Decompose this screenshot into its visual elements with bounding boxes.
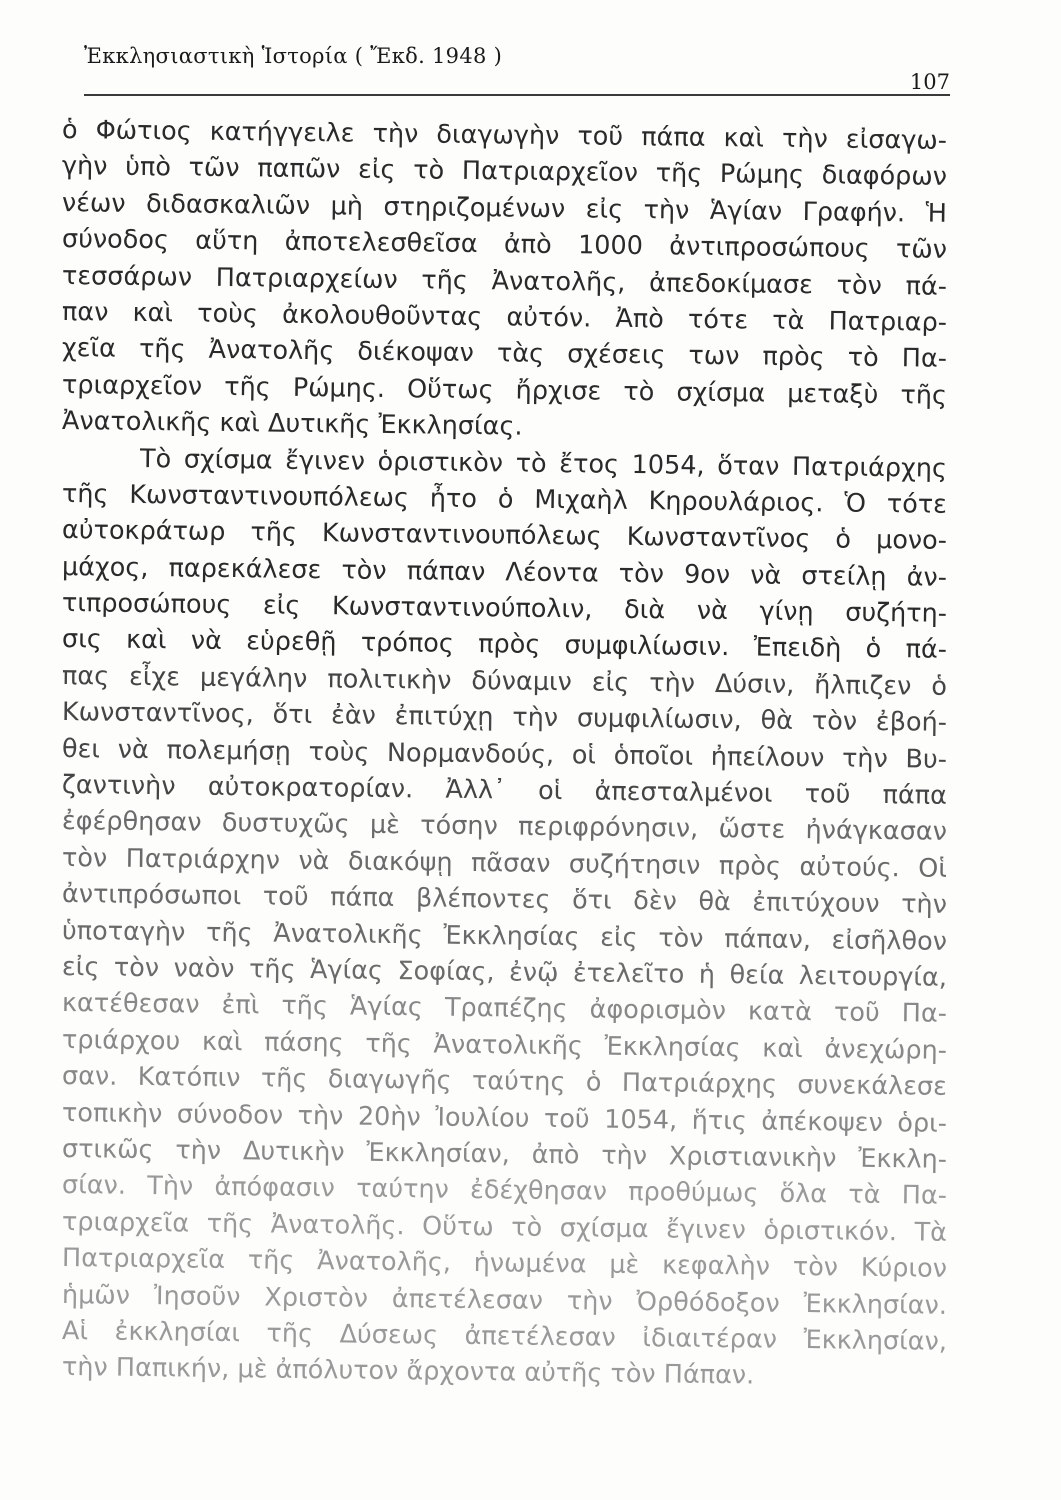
text-line: τὸν Πατριάρχην νὰ διακόψῃ πᾶσαν συζήτησιν πρὸς αὐτούς. Οἱ (61, 842, 948, 884)
text-line: σίαν. Τὴν ἀπόφασιν ταύτην ἐδέχθησαν προθύμως ὅλα τὰ Πα- (61, 1170, 948, 1212)
text-line: Αἱ ἐκκλησίαι τῆς Δύσεως ἀπετέλεσαν ἰδιαιτέραν Ἐκκλησίαν, (61, 1315, 948, 1357)
text-line: ὑποταγὴν τῆς Ἀνατολικῆς Ἐκκλησίας εἰς τὸν πάπαν, εἰσῆλθον (61, 915, 948, 957)
page-header (84, 44, 950, 100)
text-line: σύνοδος αὕτη ἀποτελεσθεῖσα ἀπὸ 1000 ἀντιπροσώπους τῶν (61, 224, 948, 265)
text-line: σις καὶ νὰ εὑρεθῇ τρόπος πρὸς συμφιλίωσιν. Ἐπειδὴ ὁ πά- (61, 624, 948, 666)
text-line: παν καὶ τοὺς ἀκολουθοῦντας αὐτόν. Ἀπὸ τότε τὰ Πατριαρ- (61, 296, 948, 338)
text-line: τιπροσώπους εἰς Κωνσταντινούπολιν, διὰ νὰ γίνῃ συζήτη- (61, 588, 948, 629)
text-line: τοπικὴν σύνοδον τὴν 20ὴν Ἰουλίου τοῦ 1054, ἥτις ἀπέκοψεν ὁρι- (61, 1097, 948, 1139)
text-line: τριαρχεῖα τῆς Ἀνατολῆς. Οὕτω τὸ σχίσμα ἔγινεν ὁριστικόν. Τὰ (61, 1206, 948, 1248)
text-line: ἡμῶν Ἰησοῦν Χριστὸν ἀπετέλεσαν τὴν Ὀρθόδοξον Ἐκκλησίαν. (61, 1279, 948, 1321)
text-line: ὁ Φώτιος κατήγγειλε τὴν διαγωγὴν τοῦ πάπα καὶ τὴν εἰσαγω- (61, 115, 948, 156)
text-line: μάχος, παρεκάλεσε τὸν πάπαν Λέοντα τὸν 9ον νὰ στείλῃ ἀν- (61, 551, 948, 593)
text-line: τεσσάρων Πατριαρχείων τῆς Ἀνατολῆς, ἀπεδοκίμασε τὸν πά- (61, 260, 948, 302)
text-line: στικῶς τὴν Δυτικὴν Ἐκκλησίαν, ἀπὸ τὴν Χριστιανικὴν Ἐκκλη- (61, 1133, 948, 1175)
text-line: εἰς τὸν ναὸν τῆς Ἁγίας Σοφίας, ἐνῷ ἐτελεῖτο ἡ θεία λειτουργία, (61, 951, 948, 993)
text-line: γὴν ὑπὸ τῶν παπῶν εἰς τὸ Πατριαρχεῖον τῆς Ρώμης διαφόρων (61, 151, 948, 193)
text-line: νέων διδασκαλιῶν μὴ στηριζομένων εἰς τὴν Ἁγίαν Γραφήν. Ἡ (61, 187, 948, 229)
text-line: αὐτοκράτωρ τῆς Κωνσταντινουπόλεως Κωνσταντῖνος ὁ μονο- (61, 515, 948, 557)
text-line: θει νὰ πολεμήσῃ τοὺς Νορμανδούς, οἱ ὁποῖοι ἠπείλουν τὴν Βυ- (61, 733, 948, 775)
page-number: 107 (909, 70, 950, 94)
text-line: χεῖα τῆς Ἀνατολῆς διέκοψαν τὰς σχέσεις των πρὸς τὸ Πα- (61, 333, 948, 375)
text-line: ζαντινὴν αὐτοκρατορίαν. Ἀλλ᾽ οἱ ἀπεσταλμένοι τοῦ πάπα (61, 770, 948, 811)
header-rule (84, 94, 950, 96)
text-line: τὴν Παπικήν, μὲ ἀπόλυτον ἄρχοντα αὐτῆς τὸν Πάπαν. (61, 1352, 755, 1391)
running-head: Ἐκκλησιαστικὴ Ἱστορία ( Ἔκδ. 1948 ) (84, 44, 503, 68)
text-line: τριαρχεῖον τῆς Ρώμης. Οὕτως ἤρχισε τὸ σχίσμα μεταξὺ τῆς (61, 369, 948, 411)
text-line: σαν. Κατόπιν τῆς διαγωγῆς ταύτης ὁ Πατριάρχης συνεκάλεσε (61, 1061, 948, 1102)
text-line: ἐφέρθησαν δυστυχῶς μὲ τόσην περιφρόνησιν, ὥστε ἠνάγκασαν (61, 806, 948, 848)
text-line: πας εἶχε μεγάλην πολιτικὴν δύναμιν εἰς τὴν Δύσιν, ἤλπιζεν ὁ (61, 660, 948, 702)
text-line: Πατριαρχεῖα τῆς Ἀνατολῆς, ἡνωμένα μὲ κεφαλὴν τὸν Κύριον (61, 1243, 948, 1284)
text-line: Ἀνατολικῆς καὶ Δυτικῆς Ἐκκλησίας. (61, 406, 523, 442)
body-text (61, 112, 948, 1391)
text-line: Κωνσταντῖνος, ὅτι ἐὰν ἐπιτύχῃ τὴν συμφιλίωσιν, θὰ τὸν ἐβοή- (61, 697, 948, 739)
text-line: τῆς Κωνσταντινουπόλεως ἦτο ὁ Μιχαὴλ Κηρουλάριος. Ὁ τότε (61, 478, 948, 520)
text-line: τριάρχου καὶ πάσης τῆς Ἀνατολικῆς Ἐκκλησίας καὶ ἀνεχώρη- (61, 1024, 948, 1066)
text-line: ἀντιπρόσωποι τοῦ πάπα βλέποντες ὅτι δὲν θὰ ἐπιτύχουν τὴν (61, 879, 948, 921)
text-line: κατέθεσαν ἐπὶ τῆς Ἁγίας Τραπέζης ἀφορισμὸν κατὰ τοῦ Πα- (61, 988, 948, 1030)
text-line: Τὸ σχίσμα ἔγινεν ὁριστικὸν τὸ ἔτος 1054, ὅταν Πατριάρχης (139, 443, 948, 484)
